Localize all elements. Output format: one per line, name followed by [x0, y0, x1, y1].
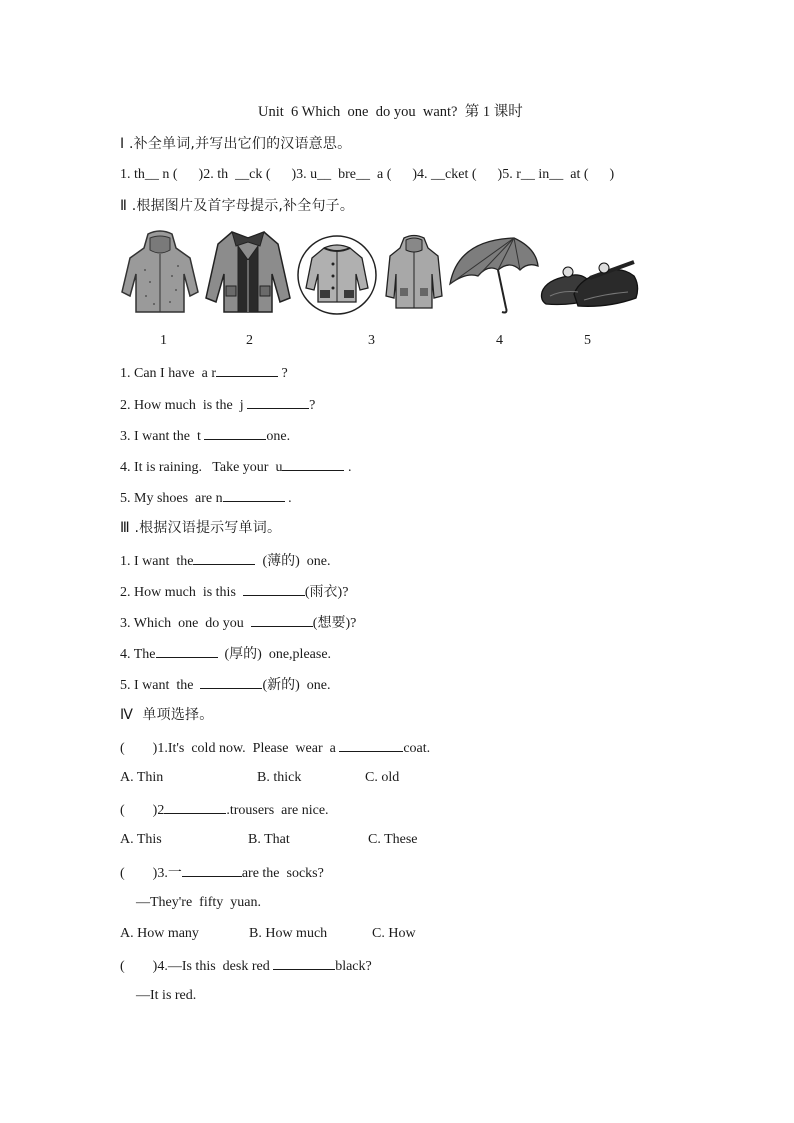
- answer-blank[interactable]: [182, 863, 242, 877]
- section-3-heading: Ⅲ .根据汉语提示写单词。: [120, 520, 282, 536]
- answer-blank[interactable]: [223, 488, 285, 502]
- section-3-item-5: 5. I want the (新的) one.: [120, 675, 331, 695]
- answer-blank[interactable]: [204, 426, 266, 440]
- section-1-line: 1. th__ n ( )2. th __ck ( )3. u__ bre__ a ( )4. __cket ( )5. r__ in__ at ( ): [120, 167, 615, 182]
- answer-blank[interactable]: [273, 956, 335, 970]
- section-3-item-3: 3. Which one do you (想要)?: [120, 613, 356, 633]
- answer-blank[interactable]: [193, 551, 255, 565]
- answer-blank[interactable]: [247, 395, 309, 409]
- picture-number-4: 4: [496, 333, 503, 348]
- section-2-item-5: 5. My shoes are n .: [120, 488, 292, 508]
- umbrella-icon: [444, 234, 540, 316]
- answer-blank[interactable]: [339, 738, 403, 752]
- section-3-item-1: 1. I want the (薄的) one.: [120, 551, 331, 571]
- answer-blank[interactable]: [243, 582, 305, 596]
- raincoat-icon: [120, 230, 200, 320]
- section-3-item-4: 4. The (厚的) one,please.: [120, 644, 331, 664]
- answer-blank[interactable]: [282, 457, 344, 471]
- answer-blank[interactable]: [164, 800, 226, 814]
- section-3-item-2: 2. How much is this (雨衣)?: [120, 582, 348, 602]
- question-2-option-c[interactable]: C. These: [368, 832, 418, 847]
- question-1-option-c[interactable]: C. old: [365, 770, 400, 785]
- section-2-item-1: 1. Can I have a r ?: [120, 363, 288, 383]
- question-2-option-a[interactable]: A. This: [120, 832, 162, 847]
- question-4-dialogue: —It is red.: [136, 988, 197, 1003]
- section-2-item-4: 4. It is raining. Take your u .: [120, 457, 351, 477]
- page-title: Unit 6 Which one do you want? 第 1 课时: [258, 104, 523, 120]
- answer-blank[interactable]: [216, 363, 278, 377]
- question-1-option-a[interactable]: A. Thin: [120, 770, 164, 785]
- thick-coat-icon: [296, 234, 378, 316]
- small-coat-icon: [384, 234, 444, 314]
- section-1-heading: Ⅰ .补全单词,并写出它们的汉语意思。: [120, 136, 352, 152]
- question-3-dialogue: —They're fifty yuan.: [136, 895, 261, 910]
- question-2: ( )2 .trousers are nice.: [120, 800, 329, 820]
- picture-number-2: 2: [246, 333, 253, 348]
- picture-number-1: 1: [160, 333, 167, 348]
- section-2-item-2: 2. How much is the j ?: [120, 395, 315, 415]
- question-3-option-b[interactable]: B. How much: [249, 926, 328, 941]
- question-3: ( )3.一 are the socks?: [120, 863, 324, 883]
- question-1-option-b[interactable]: B. thick: [257, 770, 302, 785]
- section-4-heading: Ⅳ 单项选择。: [120, 707, 214, 723]
- shoes-icon: [538, 250, 642, 316]
- question-3-option-a[interactable]: A. How many: [120, 926, 199, 941]
- answer-blank[interactable]: [251, 613, 313, 627]
- answer-blank[interactable]: [156, 644, 218, 658]
- section-2-item-3: 3. I want the t one.: [120, 426, 290, 446]
- answer-blank[interactable]: [200, 675, 262, 689]
- picture-number-5: 5: [584, 333, 591, 348]
- question-2-option-b[interactable]: B. That: [248, 832, 290, 847]
- jacket-icon: [202, 226, 294, 318]
- section-2-heading: Ⅱ .根据图片及首字母提示,补全句子。: [120, 198, 355, 214]
- picture-number-3: 3: [368, 333, 375, 348]
- question-4: ( )4.—Is this desk red black?: [120, 956, 372, 976]
- question-3-option-c[interactable]: C. How: [372, 926, 416, 941]
- question-1: ( )1.It's cold now. Please wear a coat.: [120, 738, 430, 758]
